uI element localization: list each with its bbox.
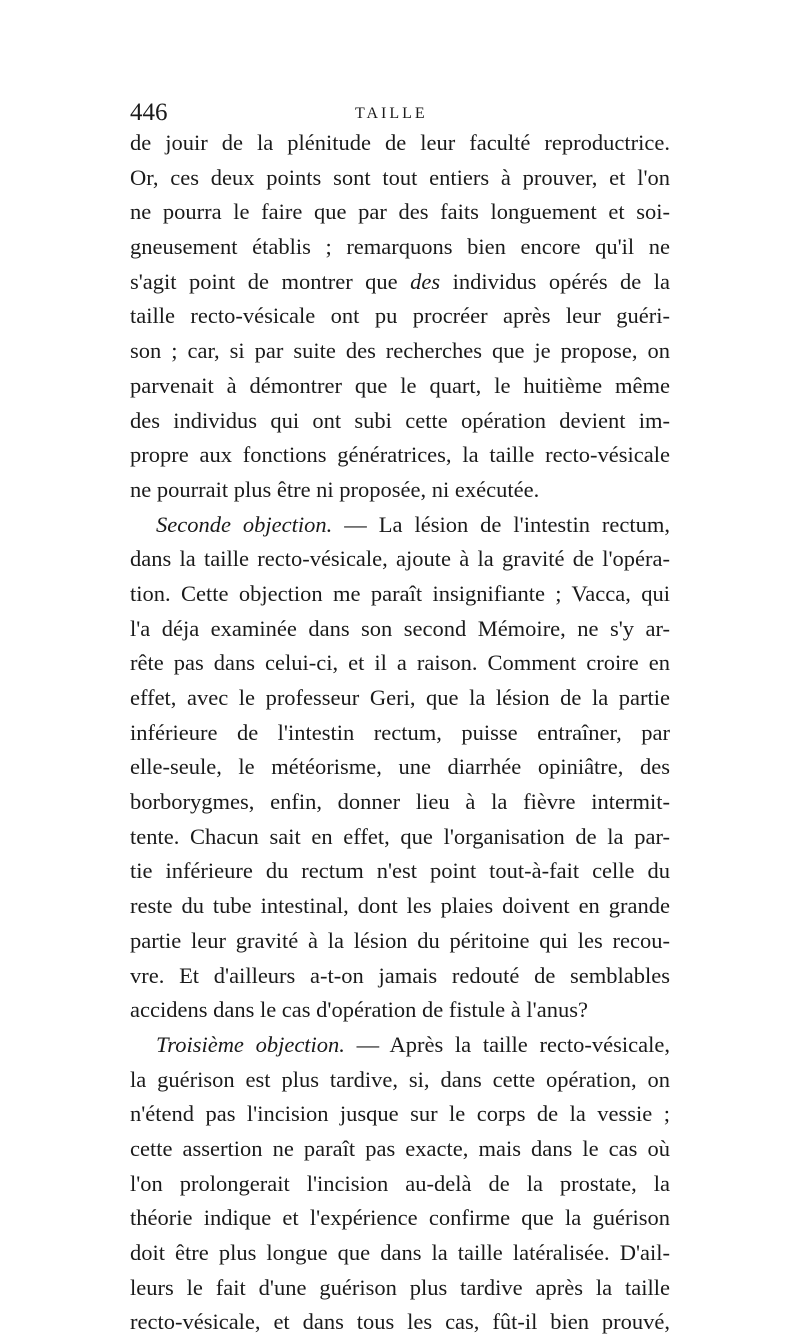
text-line: partie leur gravité à la lésion du péritoine qui les recou- — [130, 927, 670, 953]
text-line: la guérison est plus tardive, si, dans cette opération, on — [130, 1066, 670, 1092]
text-line: théorie indique et l'expérience confirme que la guérison — [130, 1205, 670, 1231]
text-line: Or, ces deux points sont tout entiers à prouver, et l'on — [130, 164, 670, 190]
text-line: cette assertion ne paraît pas exacte, mais dans le cas où — [130, 1135, 670, 1161]
text-line — [130, 1028, 670, 1063]
text-line: accidens dans le cas d'opération de fistule à l'anus? — [130, 997, 588, 1023]
section-heading: Troisième objection. — [156, 1031, 345, 1057]
text-line: l'on prolongerait l'incision au-delà de la prostate, la — [130, 1170, 670, 1196]
text-segment: individus opérés de la — [440, 268, 670, 294]
text-line: leurs le fait d'une guérison plus tardive après la taille — [130, 1274, 670, 1300]
text-segment: — Après la taille recto-vésicale, — [344, 1031, 670, 1057]
text-line: propre aux fonctions génératrices, la taille recto-vésicale — [130, 442, 670, 468]
text-line: elle-seule, le météorisme, une diarrhée opiniâtre, des — [130, 754, 670, 780]
text-line: ne pourrait plus être ni proposée, ni exécutée. — [130, 476, 540, 502]
body-text — [130, 126, 670, 1340]
text-line: vre. Et d'ailleurs a-t-on jamais redouté de semblables — [130, 962, 670, 988]
text-line: gneusement établis ; remarquons bien encore qu'il ne — [130, 234, 670, 260]
text-line: doit être plus longue que dans la taille latéralisée. D'ail- — [130, 1240, 670, 1265]
text-line: tie inférieure du rectum n'est point tout-à-fait celle du — [130, 858, 670, 884]
text-line: l'a déja examinée dans son second Mémoire, ne s'y ar- — [130, 615, 670, 641]
text-segment: — La lésion de l'intestin rectum, — [332, 511, 671, 537]
text-line: dans la taille recto-vésicale, ajoute à la gravité de l'opéra- — [130, 546, 670, 572]
text-line: reste du tube intestinal, dont les plaies doivent en grande — [130, 893, 670, 919]
text-line: des individus qui ont subi cette opération devient im- — [130, 407, 670, 433]
text-line: de jouir de la plénitude de leur faculté reproductrice. — [130, 130, 670, 155]
text-line: parvenait à démontrer que le quart, le huitième même — [130, 372, 670, 398]
text-line: borborygmes, enfin, donner lieu à la fièvre intermit- — [130, 789, 670, 815]
running-head — [130, 98, 670, 128]
text-line — [130, 265, 670, 300]
text-segment: s'agit point de montrer que — [130, 268, 411, 294]
text-line — [130, 508, 670, 543]
page-number: 446 — [130, 99, 168, 126]
text-line: taille recto-vésicale ont pu procréer après leur guéri- — [130, 303, 670, 329]
italic-word: des — [410, 268, 441, 294]
text-line: rête pas dans celui-ci, et il a raison. Comment croire en — [130, 650, 670, 676]
section-heading: Seconde objection. — [156, 511, 333, 537]
text-line: n'étend pas l'incision jusque sur le corps de la vessie ; — [130, 1101, 670, 1127]
text-line: effet, avec le professeur Geri, que la lésion de la partie — [130, 685, 670, 710]
text-line: ne pourra le faire que par des faits longuement et soi- — [130, 199, 670, 225]
text-line: tente. Chacun sait en effet, que l'organisation de la par- — [130, 823, 670, 849]
text-line: tion. Cette objection me paraît insignifiante ; Vacca, qui — [130, 580, 670, 606]
running-title: TAILLE — [355, 105, 428, 122]
text-line: inférieure de l'intestin rectum, puisse entraîner, par — [130, 719, 670, 745]
text-line: son ; car, si par suite des recherches que je propose, on — [130, 338, 670, 364]
text-line: recto-vésicale, et dans tous les cas, fût-il bien prouvé, — [130, 1309, 670, 1335]
